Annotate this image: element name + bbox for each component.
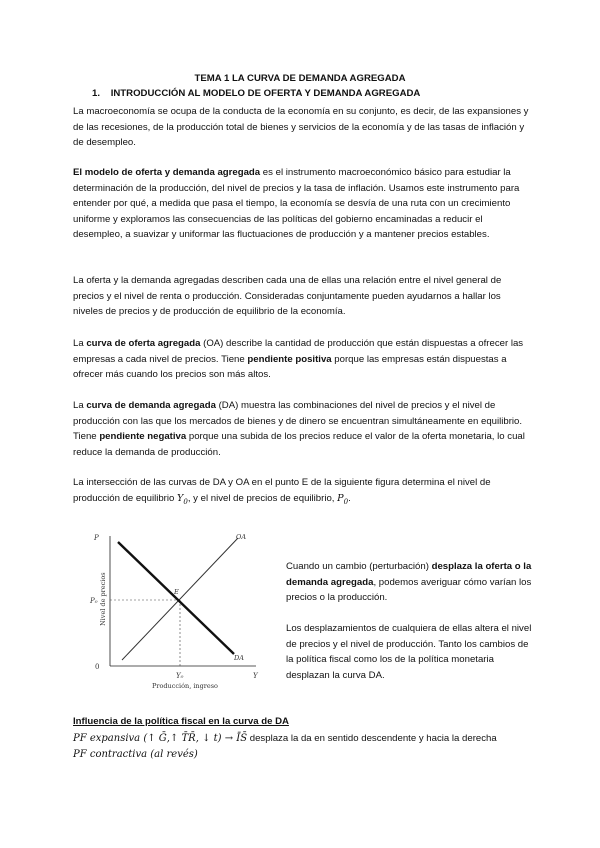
formula-expansive: PF expansiva (↑ Ḡ,↑ T̄R̄, ↓ t) → ĪS̄ bbox=[73, 733, 248, 744]
y0-label: Y₀ bbox=[176, 672, 184, 680]
da-curve bbox=[118, 542, 234, 654]
da-label: DA bbox=[234, 654, 244, 662]
paragraph-intersection: La intersección de las curvas de DA y OA en el punto E de la siguiente figura determina el nivel de producción de equilibrio $Y_0$, y el nivel de precios de equilibrio, $P_0$. bbox=[73, 477, 491, 506]
y-axis-end-label: P bbox=[94, 534, 99, 542]
p0-label: P₀ bbox=[90, 597, 98, 605]
formula-expansive-line: PF expansiva (↑ Ḡ,↑ T̄R̄, ↓ t) → ĪS̄ desplaza la da en sentido descendente y hacia la derecha bbox=[73, 733, 497, 744]
oa-da-figure bbox=[88, 528, 268, 728]
fiscal-policy-heading: Influencia de la política fiscal en la curva de DA bbox=[73, 716, 289, 727]
document-title: TEMA 1 LA CURVA DE DEMANDA AGREGADA bbox=[194, 73, 406, 84]
e-point-label: E bbox=[174, 588, 179, 596]
y-axis-label: Nivel de precios bbox=[99, 572, 107, 626]
paragraph-model: El modelo de oferta y demanda agregada es el instrumento macroeconómico básico para estudiar la determinación de la producción, del nivel de precios y la tasa de inflación. Usamos este instrumento para entender por qué, a medida que pasa el tiempo, la economía se desvía de una ruta con un crecimiento uniforme y exploramos las consecuencias de las políticas del gobierno encaminadas a reducir el desempleo, a suavizar y uniformar las fluctuaciones de producción y a mantener precios estables. bbox=[73, 167, 520, 240]
formula-contractive-line bbox=[73, 749, 198, 760]
section-title: INTRODUCCIÓN AL MODELO DE OFERTA Y DEMANDA AGREGADA bbox=[110, 88, 421, 99]
model-term: El modelo de oferta y demanda agregada bbox=[73, 167, 261, 178]
paragraph-shift: Cuando un cambio (perturbación) desplaza la oferta o la demanda agregada, podemos averiguar cómo varían los precios o la producción. bbox=[286, 561, 532, 603]
x-axis-end-label: Y bbox=[253, 672, 258, 680]
paragraph-oa: La curva de oferta agregada (OA) describe la cantidad de producción que están dispuestas a ofrecer las empresas a cada nivel de precios. Tiene pendiente positiva porque las empresas están dispuestas a ofrecer más cuando los precios son más altos. bbox=[73, 338, 524, 380]
paragraph-oa-da: La oferta y la demanda agregadas describen cada una de ellas una relación entre el nivel general de precios y el nivel de renta o producción. Consideradas conjuntamente pueden ayudarnos a hallar los niveles de precios y de producción de equilibrio de la economía. bbox=[73, 275, 502, 317]
section-number: 1. bbox=[92, 88, 101, 99]
paragraph-displacements: Los desplazamientos de cualquiera de ellas altera el nivel de precios y el nivel de producción. Tanto los cambios de la política fiscal como los de la política monetaria desplazan la curva DA. bbox=[286, 623, 532, 681]
oa-label: OA bbox=[236, 533, 247, 541]
paragraph-intro: La macroeconomía se ocupa de la conducta de la economía en su conjunto, es decir, de las expansiones y de las recesiones, de la producción total de bienes y servicios de la economía y de las tasas de inflación y de desempleo. bbox=[73, 106, 529, 148]
x-axis-label: Producción, ingreso bbox=[152, 682, 218, 690]
section-heading bbox=[92, 88, 420, 99]
paragraph-da: La curva de demanda agregada (DA) muestra las combinaciones del nivel de precios y el nivel de producción con las que los mercados de bienes y de dinero se encuentran simultáneamente en equilibrio. Tiene pendiente negativa porque una subida de los precios reduce el valor de la oferta monetaria, lo cual reduce la demanda de producción. bbox=[73, 400, 525, 458]
origin-label: 0 bbox=[95, 663, 100, 671]
formula-contractive: PF contractiva (al revés) bbox=[73, 749, 198, 760]
